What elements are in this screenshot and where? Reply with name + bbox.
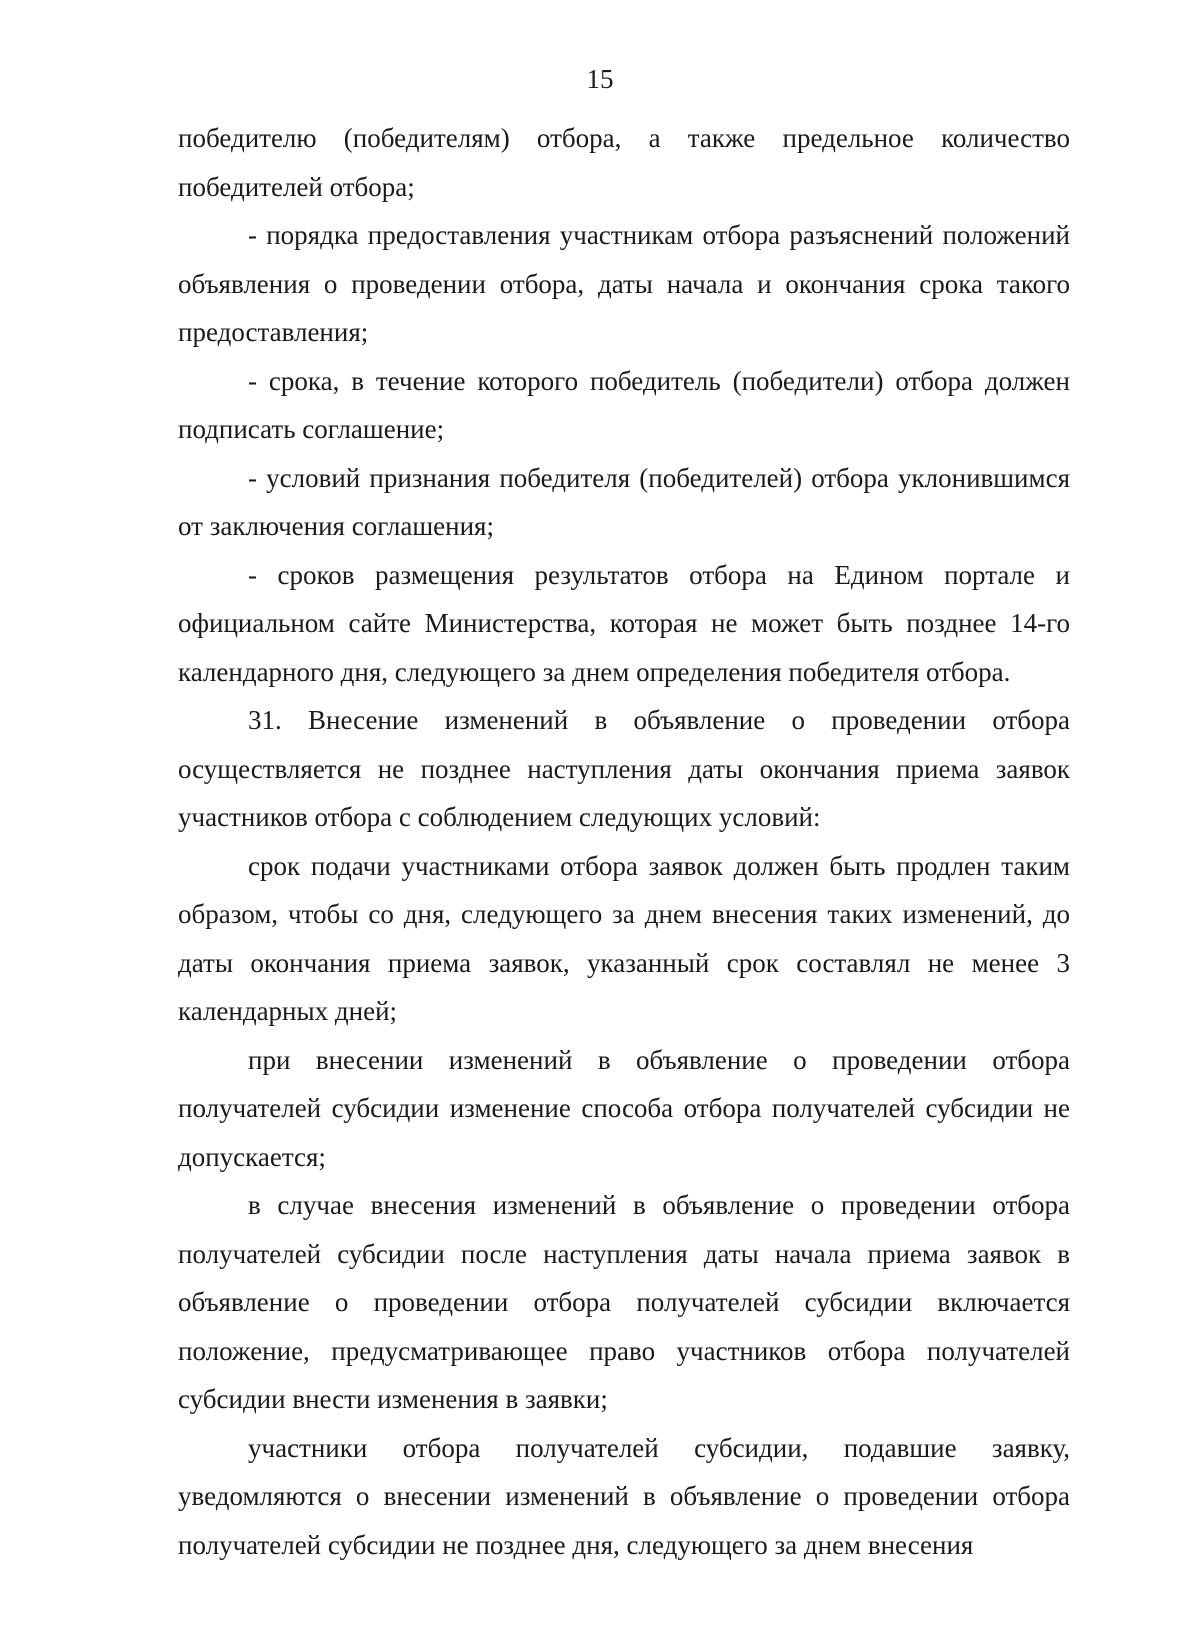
paragraph-notification: участники отбора получателей субсидии, подавшие заявку, уведомляются о внесении изменений в объявление о проведении отбора получателей субсидии не позднее дня, следующего за днем внесения	[178, 1432, 1070, 1560]
paragraph-deadline-extension: срок подачи участниками отбора заявок должен быть продлен таким образом, чтобы со дня, следующего за днем внесения таких изменений, до даты окончания приема заявок, указанный срок составлял не менее 3 календарных дней;	[178, 850, 1070, 1026]
document-body	[178, 114, 1070, 1569]
paragraph-method-change: при внесении изменений в объявление о проведении отбора получателей субсидии изменение способа отбора получателей субсидии не допускается;	[178, 1044, 1070, 1172]
paragraph-publication-terms: - сроков размещения результатов отбора на Едином портале и официальном сайте Министерства, которая не может быть позднее 14-го календарного дня, следующего за днем определения победителя отбора.	[178, 559, 1070, 687]
paragraph-evasion-conditions: - условий признания победителя (победителей) отбора уклонившимся от заключения соглашения;	[178, 462, 1070, 541]
paragraph-signing-term: - срока, в течение которого победитель (победители) отбора должен подписать соглашение;	[178, 365, 1070, 444]
paragraph-31-amendments: 31. Внесение изменений в объявление о проведении отбора осуществляется не позднее наступления даты окончания приема заявок участников отбора с соблюдением следующих условий:	[178, 705, 1070, 832]
page-number: 15	[586, 64, 614, 94]
paragraph-continuation: победителю (победителям) отбора, а также предельное количество победителей отбора;	[178, 123, 1070, 202]
paragraph-amend-applications: в случае внесения изменений в объявление о проведении отбора получателей субсидии после наступления даты начала приема заявок в объявление о проведении отбора получателей субсидии включается положение, предусматривающее право участников отбора получателей субсидии внести изменения в заявки;	[178, 1190, 1070, 1414]
paragraph-clarification-order: - порядка предоставления участникам отбора разъяснений положений объявления о проведении отбора, даты начала и окончания срока такого предоставления;	[178, 220, 1070, 347]
